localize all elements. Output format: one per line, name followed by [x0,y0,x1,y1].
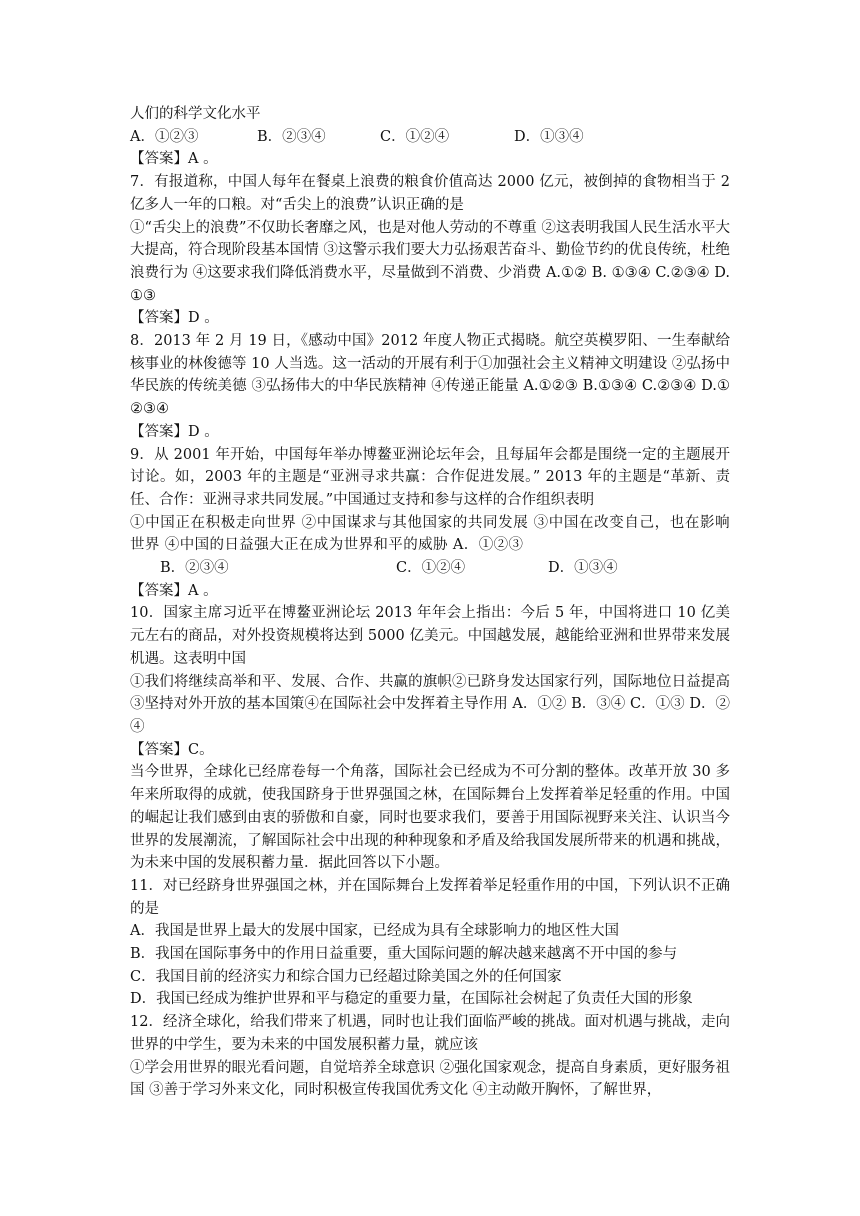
q6-option-c: C．①②④ [380,128,450,145]
q7-body: ①“舌尖上的浪费”不仅助长奢靡之风，也是对他人劳动的不尊重 ②这表明我国人民生活水平大大提高，符合现阶段基本国情 ③这警示我们要大力弘扬艰苦奋斗、勤俭节约的优良传统，杜绝浪费行为 ④这要求我们降低消费水平，尽量做到不消费、少消费 A.①② B. ①③④ C.②③④ D.①③ [130,219,730,304]
q8-text: 8．2013 年 2 月 19 日，《感动中国》2012 年度人物正式揭晓。航空英模罗阳、一生奉献给核事业的林俊德等 10 人当选。这一活动的开展有利于①加强社会主义精神文明建设 ②弘扬中华民族的传统美德 ③弘扬伟大的中华民族精神 ④传递正能量 A.①②③ B.①③④ C.②③④ D.①②③④ [130,333,730,418]
q11-option-d: D．我国已经成为维护世界和平与稳定的重要力量，在国际社会树起了负责任大国的形象 [130,991,693,1008]
q6-tail-text: 人们的科学文化水平 [130,106,261,122]
q9-stem: 9．从 2001 年开始，中国每年举办博鳌亚洲论坛年会，且每届年会都是围绕一定的主题展开讨论。如，2003 年的主题是“亚洲寻求共赢：合作促进发展。” 2013 年的主题是“革新、责任、合作：亚洲寻求共同发展。”中国通过支持和参与这样的合作组织表明 [130,446,730,508]
q11-option-b: B．我国在国际事务中的作用日益重要，重大国际问题的解决越来越离不开中国的参与 [130,946,678,963]
q7-stem: 7．有报道称，中国人每年在餐桌上浪费的粮食价值高达 2000 亿元，被倒掉的食物相当于 2 亿多人一年的口粮。对“舌尖上的浪费”认识正确的是 [130,174,730,213]
q9-option-d: D．①③④ [548,560,618,577]
q9-body: ①中国正在积极走向世界 ②中国谋求与其他国家的共同发展 ③中国在改变自己，也在影响世界 ④中国的日益强大正在成为世界和平的威胁 A．①②③ [130,514,730,554]
q12-body: ①学会用世界的眼光看问题，自觉培养全球意识 ②强化国家观念，提高自身素质，更好服务祖国 ③善于学习外来文化，同时积极宣传我国优秀文化 ④主动敞开胸怀，了解世界， [130,1059,730,1099]
q9-answer: 【答案】A 。 [130,582,218,599]
q10-answer: 【答案】C。 [130,741,214,758]
q8-answer: 【答案】D 。 [130,423,219,440]
q6-option-b: B．②③④ [257,128,326,145]
reading-passage: 当今世界，全球化已经席卷每一个角落，国际社会已经成为不可分割的整体。改革开放 30 多年来所取得的成就，使我国跻身于世界强国之林，在国际舞台上发挥着举足轻重的作用。中国的崛起让我们感到由衷的骄傲和自豪，同时也要求我们，要善于用国际视野来关注、认识当今世界的发展潮流，了解国际社会中出现的种种现象和矛盾及给我国发展所带来的机遇和挑战，为未来中国的发展积蓄力量．据此回答以下小题。 [130,764,730,872]
q7-answer: 【答案】D 。 [130,310,219,327]
q10-body: ①我们将继续高举和平、发展、合作、共赢的旗帜②已跻身发达国家行列，国际地位日益提高③坚持对外开放的基本国策④在国际社会中发挥着主导作用 A．①② B．③④ C．①③ D．②④ [130,673,730,735]
q11-option-c: C．我国目前的经济实力和综合国力已经超过除美国之外的任何国家 [130,968,562,985]
q10-stem: 10．国家主席习近平在博鳌亚洲论坛 2013 年年会上指出：今后 5 年，中国将进口 10 亿美元左右的商品，对外投资规模将达到 5000 亿美元。中国越发展，越能给亚洲和世界带来发展机遇。这表明中国 [130,605,730,667]
q9-option-c: C．①②④ [396,560,466,577]
q12-stem: 12．经济全球化，给我们带来了机遇，同时也让我们面临严峻的挑战。面对机遇与挑战，走向世界的中学生，要为未来的中国发展积蓄力量，就应该 [130,1014,730,1053]
q9-options [130,557,730,580]
q6-options [130,126,730,149]
q11-option-a: A．我国是世界上最大的发展中国家，已经成为具有全球影响力的地区性大国 [130,923,619,940]
q11-stem: 11．对已经跻身世界强国之林，并在国际舞台上发挥着举足轻重作用的中国，下列认识不正确的是 [130,877,730,917]
q6-option-a: A．①②③ [130,128,199,145]
q9-option-b: B．②③④ [160,560,229,577]
document-body [130,103,730,1102]
q6-option-d: D．①③④ [514,128,584,145]
q6-answer: 【答案】A 。 [130,151,218,168]
